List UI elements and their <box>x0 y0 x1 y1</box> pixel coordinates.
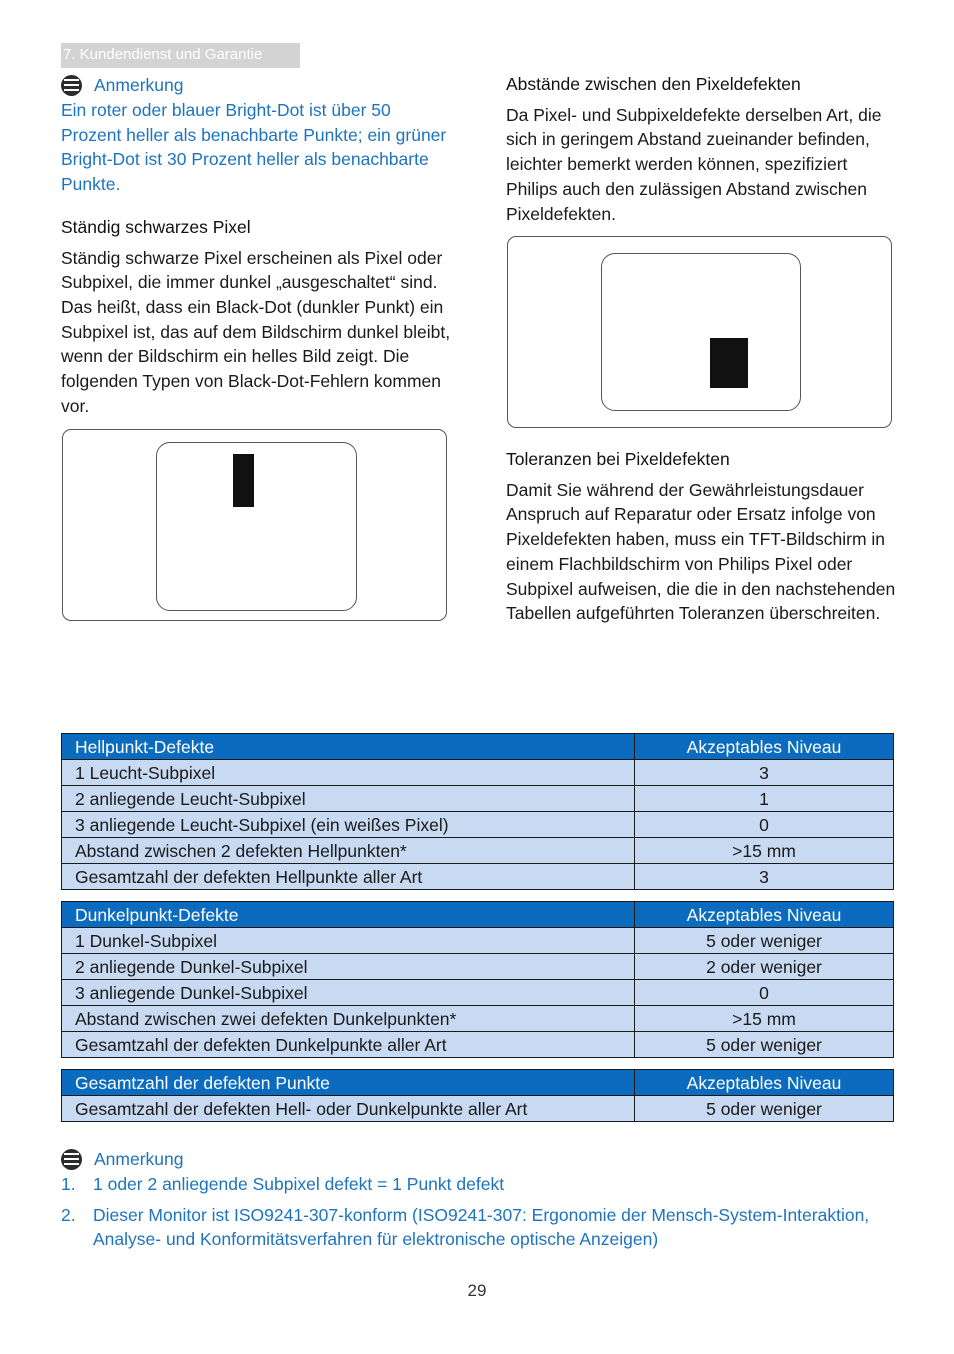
table-cell: Abstand zwischen 2 defekten Hellpunkten* <box>62 838 635 864</box>
note-item-text: 1 oder 2 anliegende Subpixel defekt = 1 Punkt defekt <box>93 1174 505 1194</box>
screen-illustration <box>156 442 357 611</box>
table-cell: 2 anliegende Leucht-Subpixel <box>62 786 635 812</box>
table-cell: 3 anliegende Dunkel-Subpixel <box>62 980 635 1006</box>
table-cell: 5 oder weniger <box>635 1032 894 1058</box>
distance-heading: Abstände zwischen den Pixeldefekten <box>506 74 801 94</box>
table-header-cell: Akzeptables Niveau <box>635 902 894 928</box>
table-cell: >15 mm <box>635 838 894 864</box>
table-cell: 1 Leucht-Subpixel <box>62 760 635 786</box>
note-heading <box>61 1146 901 1172</box>
screen-illustration <box>601 253 801 411</box>
table-cell: Gesamtzahl der defekten Dunkelpunkte aller Art <box>62 1032 635 1058</box>
tolerance-heading: Toleranzen bei Pixeldefekten <box>506 449 730 469</box>
dark-dot-table <box>61 901 894 1058</box>
table-cell: Abstand zwischen zwei defekten Dunkelpunkten* <box>62 1006 635 1032</box>
page-number: 29 <box>467 1281 487 1300</box>
section-tab: 7. Kundendienst und Garantie <box>61 43 300 68</box>
table-row <box>62 812 894 838</box>
table-header <box>62 734 894 760</box>
table-cell: 2 oder weniger <box>635 954 894 980</box>
note-label: Anmerkung <box>94 1149 184 1169</box>
black-subpixel-figure <box>62 429 447 621</box>
note-text: Ein roter oder blauer Bright-Dot ist über 50 Prozent heller als benachbarte Punkte; ein grüner Bright-Dot ist 30 Prozent heller als benachbarte Punkte. <box>61 100 447 195</box>
black-pixel-heading: Ständig schwarzes Pixel <box>61 216 251 237</box>
table-row <box>62 864 894 890</box>
table-cell: 0 <box>635 812 894 838</box>
table-header <box>62 902 894 928</box>
tolerance-text: Damit Sie während der Gewährleistungsdauer Anspruch auf Reparatur oder Ersatz infolge von Pixeldefekten haben, muss ein TFT-Bildschirm in einem Flachbildschirm von Philips Pixel oder Subpixel aufweisen, die die in den nachstehenden Tabellen aufgeführten Toleranzen überschreiten. <box>506 479 896 624</box>
note-label: Anmerkung <box>94 75 184 95</box>
table-cell: 5 oder weniger <box>635 928 894 954</box>
table-cell: 1 Dunkel-Subpixel <box>62 928 635 954</box>
table-header-cell: Akzeptables Niveau <box>635 734 894 760</box>
defect-block <box>710 338 748 388</box>
table-cell: 3 <box>635 864 894 890</box>
tolerance-section <box>506 447 901 626</box>
note-item <box>61 1172 901 1197</box>
bottom-note <box>61 1146 901 1252</box>
note-item-number: 2. <box>61 1204 76 1225</box>
table-cell: 3 anliegende Leucht-Subpixel (ein weißes Pixel) <box>62 812 635 838</box>
bright-dot-table <box>61 733 894 890</box>
table-header <box>62 1070 894 1096</box>
table-row <box>62 980 894 1006</box>
black-subpixel <box>233 454 254 507</box>
table-header-cell: Gesamtzahl der defekten Punkte <box>62 1070 635 1096</box>
table-row <box>62 928 894 954</box>
table-header-cell: Dunkelpunkt-Defekte <box>62 902 635 928</box>
left-column <box>61 72 453 418</box>
note-item <box>61 1203 901 1252</box>
table-row <box>62 1006 894 1032</box>
black-pixel-text: Ständig schwarze Pixel erscheinen als Pixel oder Subpixel, die immer dunkel „ausgeschaltet“ sind. Das heißt, dass ein Black-Dot (dunkler Punkt) ein Subpixel ist, das auf dem Bildschirm dunkel bleibt, wenn der Bildschirm ein helles Bild zeigt. Die folgenden Typen von Black-Dot-Fehlern kommen vor. <box>61 247 451 416</box>
note-heading <box>61 72 453 98</box>
total-defects-table <box>61 1069 894 1122</box>
table-cell: 2 anliegende Dunkel-Subpixel <box>62 954 635 980</box>
table-header-cell: Hellpunkt-Defekte <box>62 734 635 760</box>
table-row <box>62 838 894 864</box>
distance-text: Da Pixel- und Subpixeldefekte derselben Art, die sich in geringem Abstand zueinander befinden, leichter bemerkt werden können, spezifiziert Philips auch den zulässigen Abstand zwischen Pixeldefekten. <box>506 104 882 224</box>
table-cell: Gesamtzahl der defekten Hell- oder Dunkelpunkte aller Art <box>62 1096 635 1122</box>
table-row <box>62 760 894 786</box>
table-cell: >15 mm <box>635 1006 894 1032</box>
table-row <box>62 1096 894 1122</box>
note-item-number: 1. <box>61 1174 76 1194</box>
table-header-cell: Akzeptables Niveau <box>635 1070 894 1096</box>
defect-distance-figure <box>507 236 892 428</box>
table-row <box>62 954 894 980</box>
table-cell: Gesamtzahl der defekten Hellpunkte aller Art <box>62 864 635 890</box>
right-column <box>506 72 898 226</box>
table-cell: 3 <box>635 760 894 786</box>
table-cell: 0 <box>635 980 894 1006</box>
note-icon <box>61 75 82 96</box>
note-icon <box>61 1149 82 1170</box>
table-row <box>62 786 894 812</box>
table-row <box>62 1032 894 1058</box>
note-item-text: Dieser Monitor ist ISO9241-307-konform (ISO9241-307: Ergonomie der Mensch-System-Interaktion, Analyse- und Konformitätsverfahren für elektronische optische Anzeigen) <box>93 1204 870 1250</box>
table-cell: 1 <box>635 786 894 812</box>
table-cell: 5 oder weniger <box>635 1096 894 1122</box>
